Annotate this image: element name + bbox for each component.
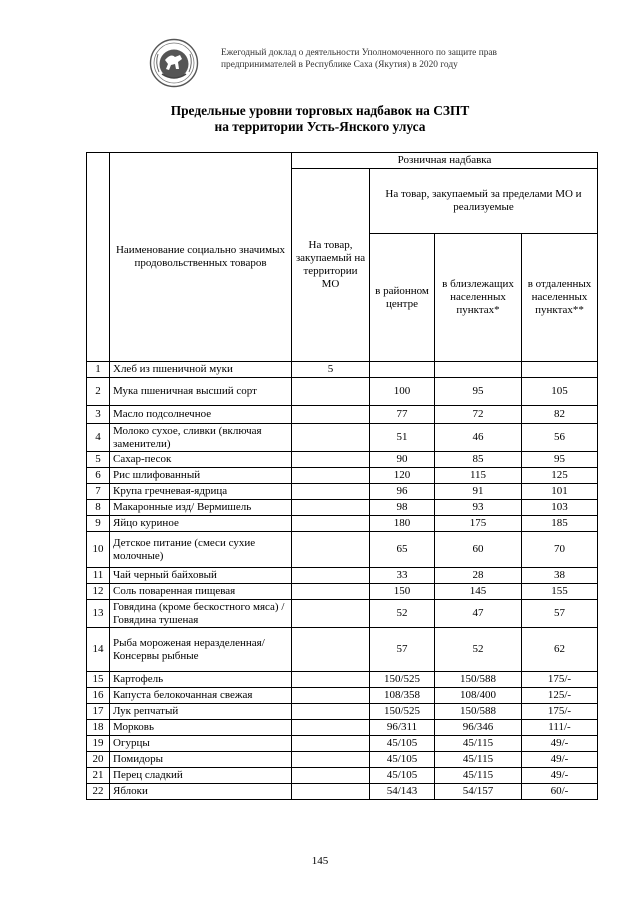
far-markup-cell: 175/- [522, 704, 598, 720]
center-markup-cell: 65 [370, 532, 435, 568]
local-markup-cell [292, 406, 370, 424]
product-name-cell: Сахар-песок [110, 452, 292, 468]
near-markup-cell: 47 [435, 600, 522, 628]
local-markup-cell [292, 584, 370, 600]
product-name-cell: Капуста белокочанная свежая [110, 688, 292, 704]
row-number-cell: 9 [87, 516, 110, 532]
far-markup-cell: 56 [522, 424, 598, 452]
local-markup-cell [292, 532, 370, 568]
table-row [87, 452, 598, 468]
header-near-cell: в близлежащих населенных пунктах* [435, 234, 522, 362]
center-markup-cell: 51 [370, 424, 435, 452]
header-row-1 [87, 153, 598, 169]
row-number-cell: 1 [87, 362, 110, 378]
local-markup-cell [292, 784, 370, 800]
table-row [87, 484, 598, 500]
row-number-cell: 20 [87, 752, 110, 768]
center-markup-cell: 45/105 [370, 736, 435, 752]
near-markup-cell: 108/400 [435, 688, 522, 704]
row-number-cell: 22 [87, 784, 110, 800]
table-row [87, 362, 598, 378]
table-row [87, 628, 598, 672]
title-line-2: на территории Усть-Янского улуса [214, 119, 426, 134]
product-name-cell: Чай черный байховый [110, 568, 292, 584]
table-row [87, 532, 598, 568]
row-number-cell: 5 [87, 452, 110, 468]
table-row [87, 516, 598, 532]
far-markup-cell: 111/- [522, 720, 598, 736]
near-markup-cell: 115 [435, 468, 522, 484]
center-markup-cell: 100 [370, 378, 435, 406]
row-number-cell: 11 [87, 568, 110, 584]
row-number-cell: 15 [87, 672, 110, 688]
far-markup-cell: 101 [522, 484, 598, 500]
local-markup-cell [292, 704, 370, 720]
center-markup-cell: 180 [370, 516, 435, 532]
product-name-cell: Масло подсолнечное [110, 406, 292, 424]
far-markup-cell: 125 [522, 468, 598, 484]
product-name-cell: Яйцо куриное [110, 516, 292, 532]
row-number-cell: 6 [87, 468, 110, 484]
header-retail-cell: Розничная надбавка [292, 153, 598, 169]
near-markup-cell: 145 [435, 584, 522, 600]
center-markup-cell: 150/525 [370, 672, 435, 688]
center-markup-cell: 90 [370, 452, 435, 468]
row-number-cell: 10 [87, 532, 110, 568]
product-name-cell: Крупа гречневая-ядрица [110, 484, 292, 500]
table-row [87, 568, 598, 584]
product-name-cell: Помидоры [110, 752, 292, 768]
product-name-cell: Лук репчатый [110, 704, 292, 720]
far-markup-cell: 82 [522, 406, 598, 424]
table-row [87, 378, 598, 406]
row-number-cell: 8 [87, 500, 110, 516]
table-row [87, 672, 598, 688]
near-markup-cell: 45/115 [435, 752, 522, 768]
local-markup-cell: 5 [292, 362, 370, 378]
local-markup-cell [292, 688, 370, 704]
far-markup-cell: 103 [522, 500, 598, 516]
product-name-cell: Молоко сухое, сливки (включая заменители) [110, 424, 292, 452]
near-markup-cell: 54/157 [435, 784, 522, 800]
near-markup-cell: 72 [435, 406, 522, 424]
row-number-cell: 14 [87, 628, 110, 672]
row-number-cell: 3 [87, 406, 110, 424]
header-far-cell: в отдаленных населенных пунктах** [522, 234, 598, 362]
table-row [87, 736, 598, 752]
local-markup-cell [292, 484, 370, 500]
header-line-2: предпринимателей в Республике Саха (Якутия) в 2020 году [221, 60, 458, 70]
far-markup-cell: 49/- [522, 768, 598, 784]
far-markup-cell [522, 362, 598, 378]
table-row [87, 584, 598, 600]
far-markup-cell: 62 [522, 628, 598, 672]
table-row [87, 784, 598, 800]
product-name-cell: Картофель [110, 672, 292, 688]
local-markup-cell [292, 720, 370, 736]
local-markup-cell [292, 768, 370, 784]
near-markup-cell: 46 [435, 424, 522, 452]
table-row [87, 704, 598, 720]
center-markup-cell: 57 [370, 628, 435, 672]
local-markup-cell [292, 600, 370, 628]
far-markup-cell: 70 [522, 532, 598, 568]
product-name-cell: Хлеб из пшеничной муки [110, 362, 292, 378]
product-name-cell: Макаронные изд/ Вермишель [110, 500, 292, 516]
row-number-cell: 17 [87, 704, 110, 720]
table-row [87, 600, 598, 628]
product-name-cell: Детское питание (смеси сухие молочные) [110, 532, 292, 568]
header-outside-cell: На товар, закупаемый за пределами МО и реализуемые [370, 169, 598, 234]
product-name-cell: Рыба мороженая неразделенная/ Консервы рыбные [110, 628, 292, 672]
table-row [87, 406, 598, 424]
near-markup-cell: 175 [435, 516, 522, 532]
table-row [87, 500, 598, 516]
center-markup-cell: 45/105 [370, 752, 435, 768]
row-number-cell: 7 [87, 484, 110, 500]
far-markup-cell: 185 [522, 516, 598, 532]
center-markup-cell: 108/358 [370, 688, 435, 704]
row-number-cell: 2 [87, 378, 110, 406]
near-markup-cell: 85 [435, 452, 522, 468]
header-line-1: Ежегодный доклад о деятельности Уполномоченного по защите прав [221, 48, 497, 58]
product-name-cell: Говядина (кроме бескостного мяса) / Говядина тушеная [110, 600, 292, 628]
far-markup-cell: 49/- [522, 752, 598, 768]
near-markup-cell: 52 [435, 628, 522, 672]
title-line-1: Предельные уровни торговых надбавок на СЗПТ [170, 103, 470, 118]
near-markup-cell: 28 [435, 568, 522, 584]
page-number: 145 [311, 855, 329, 867]
center-markup-cell: 77 [370, 406, 435, 424]
row-number-cell: 4 [87, 424, 110, 452]
center-markup-cell: 96/311 [370, 720, 435, 736]
near-markup-cell: 96/346 [435, 720, 522, 736]
center-markup-cell: 54/143 [370, 784, 435, 800]
yakutia-emblem-icon [149, 38, 199, 88]
header-name-cell: Наименование социально значимых продовольственных товаров [110, 153, 292, 362]
center-markup-cell: 33 [370, 568, 435, 584]
center-markup-cell: 52 [370, 600, 435, 628]
near-markup-cell: 91 [435, 484, 522, 500]
table-row [87, 468, 598, 484]
near-markup-cell: 95 [435, 378, 522, 406]
table-row [87, 688, 598, 704]
near-markup-cell: 60 [435, 532, 522, 568]
center-markup-cell [370, 362, 435, 378]
center-markup-cell: 45/105 [370, 768, 435, 784]
page-title [0, 103, 640, 135]
near-markup-cell: 93 [435, 500, 522, 516]
local-markup-cell [292, 736, 370, 752]
center-markup-cell: 120 [370, 468, 435, 484]
far-markup-cell: 38 [522, 568, 598, 584]
center-markup-cell: 96 [370, 484, 435, 500]
table-body [87, 153, 598, 800]
header-center-cell: в районном центре [370, 234, 435, 362]
local-markup-cell [292, 516, 370, 532]
center-markup-cell: 150 [370, 584, 435, 600]
product-name-cell: Перец сладкий [110, 768, 292, 784]
far-markup-cell: 60/- [522, 784, 598, 800]
near-markup-cell: 45/115 [435, 736, 522, 752]
row-number-cell: 12 [87, 584, 110, 600]
row-number-cell: 21 [87, 768, 110, 784]
local-markup-cell [292, 452, 370, 468]
product-name-cell: Огурцы [110, 736, 292, 752]
far-markup-cell: 49/- [522, 736, 598, 752]
far-markup-cell: 57 [522, 600, 598, 628]
local-markup-cell [292, 500, 370, 516]
product-name-cell: Яблоки [110, 784, 292, 800]
table-row [87, 752, 598, 768]
header-local-cell: На товар, закупаемый на территории МО [292, 169, 370, 362]
product-name-cell: Рис шлифованный [110, 468, 292, 484]
far-markup-cell: 125/- [522, 688, 598, 704]
product-name-cell: Мука пшеничная высший сорт [110, 378, 292, 406]
far-markup-cell: 95 [522, 452, 598, 468]
near-markup-cell: 150/588 [435, 704, 522, 720]
row-number-cell: 16 [87, 688, 110, 704]
product-name-cell: Соль поваренная пищевая [110, 584, 292, 600]
table-row [87, 424, 598, 452]
far-markup-cell: 175/- [522, 672, 598, 688]
near-markup-cell: 45/115 [435, 768, 522, 784]
document-header [149, 38, 609, 88]
far-markup-cell: 105 [522, 378, 598, 406]
local-markup-cell [292, 468, 370, 484]
local-markup-cell [292, 672, 370, 688]
row-number-cell: 19 [87, 736, 110, 752]
near-markup-cell [435, 362, 522, 378]
header-num-cell [87, 153, 110, 362]
header-text [221, 47, 497, 71]
row-number-cell: 13 [87, 600, 110, 628]
local-markup-cell [292, 752, 370, 768]
row-number-cell: 18 [87, 720, 110, 736]
center-markup-cell: 150/525 [370, 704, 435, 720]
far-markup-cell: 155 [522, 584, 598, 600]
markup-table [86, 152, 598, 800]
product-name-cell: Морковь [110, 720, 292, 736]
local-markup-cell [292, 378, 370, 406]
local-markup-cell [292, 628, 370, 672]
table-row [87, 720, 598, 736]
center-markup-cell: 98 [370, 500, 435, 516]
local-markup-cell [292, 424, 370, 452]
table-row [87, 768, 598, 784]
local-markup-cell [292, 568, 370, 584]
near-markup-cell: 150/588 [435, 672, 522, 688]
